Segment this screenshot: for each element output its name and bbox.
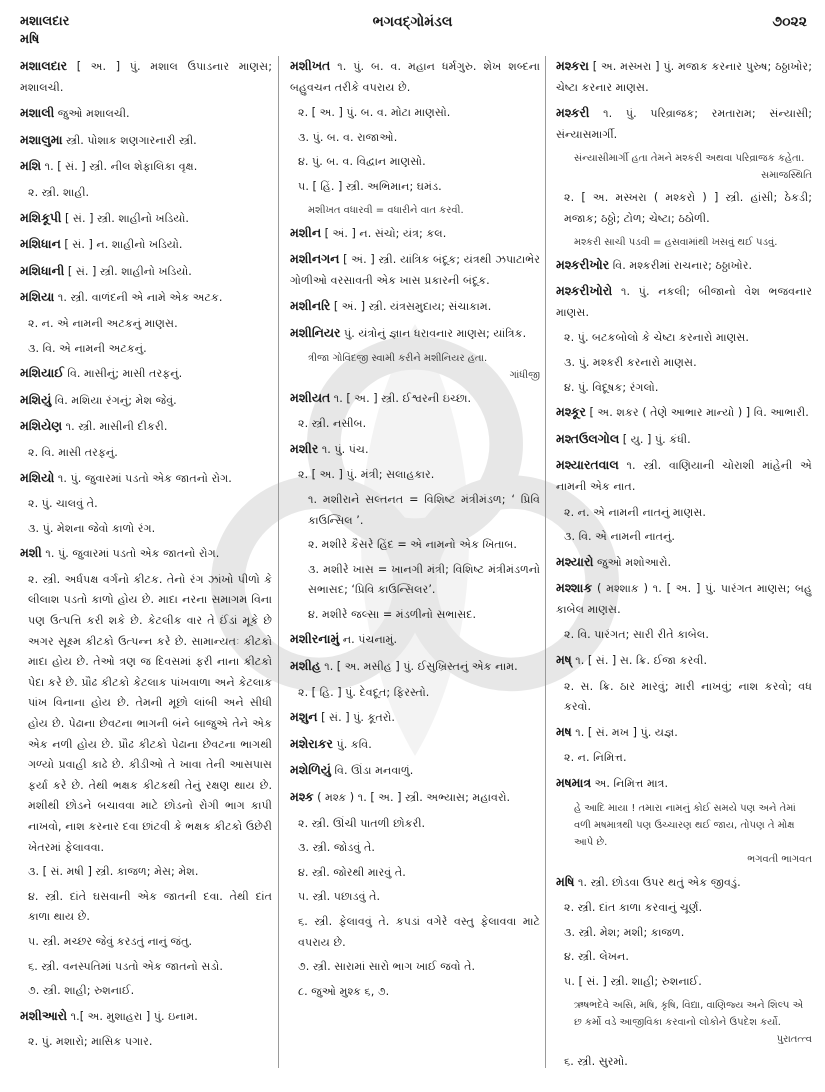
quote-text: મશ્કરી સાચી પડવી = હસવામાંથી ખસવું થઈ પડવું. (574, 236, 778, 248)
definition: જુઓ મશોઆરો. (593, 555, 672, 569)
sense-line: ૨. ન. એ નામની અટકનું માણસ. (28, 316, 178, 330)
definition: વિ. ઊંડા મનવાળું. (330, 764, 414, 778)
sense-line: ૭. સ્ત્રી. સારામાં સારો ભાગ ખાઈ જવો તે. (298, 960, 476, 974)
definition: પું. કવિ. (332, 737, 372, 751)
quote-source: પુરાતત્ત્વ (776, 1033, 812, 1045)
sense-line: ૩. વિ. એ નામની નાતનું. (564, 530, 675, 544)
definition: [ અ. ] પું. મશાલ ઉપાડનાર માણસ; મશાલચી. (20, 60, 272, 94)
definition: વિ. મશિયા રંગનું; મેશ જેવું. (51, 393, 177, 407)
sense-line: ૬. સ્ત્રી. વનસ્પતિમાં પડતો એક જાતનો સડો. (28, 959, 223, 973)
dictionary-entry (556, 872, 812, 1073)
headword: મશિયું (20, 391, 52, 407)
citation-quote (308, 350, 540, 384)
dictionary-entry (20, 1006, 272, 1053)
quote-text: ઋષભદેવે અસિ, મષિ, કૃષિ, વિદ્યા, વાણિજ્ય અને શિલ્પ એ છ કર્મો વડે આજીવિકા કરવાનો લોકોને ઉપદેશ કર્યો. (574, 999, 804, 1028)
quote-source: ગાંધીજી (509, 369, 540, 381)
definition: ૧. પું. પંચ. (318, 442, 369, 456)
definition: જુઓ મશાલચી. (54, 107, 130, 121)
definition: [ અં. ] સ્ત્રી. યાંત્રિક બંદૂક; યંત્રથી ઝપાટાભેર ગોળીઓ વરસાવતી એક ખાસ પ્રકારની બંદૂક. (290, 253, 540, 287)
headword: મશીનરિ (290, 298, 331, 314)
headword: મશીખત (290, 58, 331, 73)
sense-line: ૪. સ્ત્રી. જોરથી મારવું તે. (298, 865, 406, 879)
sense-line: ૨. [ અ. મસ્ખરા ( મશ્કરો ) ] સ્ત્રી. હાંસી; ઠેકડી; મજાક; ઠઠ્ઠો; ટોળ; ચેષ્ટા; ઠઠોળી. (564, 191, 812, 225)
page-number: ૭૦૨૨ (772, 14, 807, 30)
dictionary-entry (556, 578, 812, 646)
dictionary-entry (556, 402, 812, 424)
headword: મશીહ (290, 658, 321, 674)
sense-line: ૨. સ્ત્રી. દાંત કાળા કરવાનું ચૂર્ણ. (564, 901, 703, 915)
sense-line: ૫. સ્ત્રી. મચ્છર જેવું કરડતું નાનું જંતુ. (28, 934, 193, 948)
headword: મષિ (556, 873, 575, 889)
sense-line: ૫. [ હિં. ] સ્ત્રી. અભિમાન; ઘમંડ. (298, 179, 442, 193)
entry-line (290, 296, 540, 318)
headword: મષમાત્ર (556, 775, 592, 791)
headword: મશાલુમા (20, 131, 63, 147)
sense-line: ૬. સ્ત્રી. ફેલાવવું તે. કપડાં વગેરે વસ્તુ ફેલાવવા માટે વપરાય છે. (298, 915, 540, 949)
headword: મશિકૂપી (20, 209, 62, 225)
dictionary-title: ભગવદ્ગોમંડલ (372, 14, 453, 30)
sense-line: ૨. સ્ત્રી. ઊંચી પાતળી છોકરી. (298, 816, 426, 830)
sense-line: ૪. પું. વિદૂષક; રંગલો. (564, 380, 659, 394)
entry-line (556, 578, 812, 620)
entry-line (20, 287, 272, 309)
entry-line (290, 629, 540, 651)
sense-line: ૬. સ્ત્રી. સુરમો. (564, 1054, 628, 1068)
dictionary-entry (290, 249, 540, 291)
sense-line: ૨. પું. બટકબોલો કે ચેષ્ટા કરનારો માણસ. (564, 331, 749, 345)
headword: મશ્યારતવાલ (556, 457, 619, 473)
entry-line (556, 255, 812, 277)
citation-quote (574, 150, 812, 184)
column-separator (545, 56, 546, 1068)
dictionary-entry (290, 734, 540, 756)
headword: મશીર (290, 440, 319, 456)
headword: મશ્કરા (556, 58, 589, 73)
headword: મશ્કરી (556, 105, 590, 121)
headword: મષ (556, 723, 572, 739)
page-header (0, 8, 825, 52)
sense-line: ૨. સ્ત્રી. નસીબ. (298, 417, 367, 431)
column-3 (556, 56, 812, 1076)
definition: ૧. [ સં. મખ ] પું. યજ્ઞ. (571, 725, 678, 739)
dictionary-entry (20, 468, 272, 540)
definition: [ અ. મસ્ખરા ] પું. મજાક કરનાર પુરુષ; ઠઠ્ઠાખોર; ચેષ્ટા કરનાર માણસ. (556, 60, 812, 94)
headword: મશુન (290, 709, 318, 725)
definition: ન. પંચનામું. (339, 633, 398, 647)
column-separator (278, 56, 279, 1068)
entry-line (290, 56, 540, 98)
sense-line: ૩. પું. મેશના જેવો કાળો રંગ. (28, 521, 156, 535)
headword: મશેળિયું (290, 762, 331, 778)
dictionary-entry (556, 455, 812, 547)
dictionary-entry (290, 787, 540, 1002)
definition: ૧. સ્ત્રી. માસીની દીકરી. (62, 420, 168, 434)
headword: મશ્કરીખોર (556, 256, 610, 272)
sense-line: ૩. [ સં. મષી ] સ્ત્રી. કાજળ; મેસ; મેશ. (28, 865, 199, 879)
entry-line (290, 760, 540, 782)
entry-line (20, 543, 272, 565)
entry-line (290, 223, 540, 245)
entry-line (290, 787, 540, 809)
sub-sense-line: ૪. મશીરે જલ્સા = મંડળીનો સભાસદ. (308, 607, 477, 621)
definition: [ સં. ] પું. કૂતરો. (317, 711, 395, 725)
quote-source: ભગવતી ભાગવત (747, 853, 812, 865)
sense-line: ૩. પું. મશ્કરી કરનારો માણસ. (564, 355, 697, 369)
sense-line: ૩. સ્ત્રી. મેશ; મશી; કાજળ. (564, 925, 685, 939)
entry-line (20, 261, 272, 283)
headword: મશીરનામું (290, 631, 340, 647)
sense-line: ૨. સ્ત્રી. અર્ધપક્ષ વર્ગનો કીટક. તેનો રંગ ઝાંખો પીળો કે લીલાશ પડતો કાળો હોય છે. માદા નરના સમાગમ વિના પણ ઉત્પત્તિ કરી શકે છે. કેટલીક વાર તે ઈંડાં મૂકે છે અગર સૂક્ષ્મ કીટકો ઉત્પન્ન કરે છે. સામાન્યતઃ કીટકો માદા હોય છે. તેઓ ત્રણ જ દિવસમાં ફરી નાના કીટકો પેદા કરે છે. પ્રૌઢ કીટકો કેટલાક પાંખવાળા અને કેટલાક પાંખ વિનાના હોય છે. તેમની મૂછો લાંબી અને સીધી હોય છે. પેઢાના છેવટના ભાગની બંને બાજુએ તેને એક એક નળી હોય છે. પ્રૌઢ કીટકો પેઢાના છેવટના ભાગથી ગળ્યો પ્રવાહી કાઢે છે. કીડીઓ તે ખાવા તેની આસપાસ ફર્યા કરે છે. તેથી ભક્ષક કીટકથી તેનું રક્ષણ થાય છે. મશીથી છોડને બચાવવા માટે છોડનો રોગી ભાગ કાપી નાખવો, નાશ કરનાર દવા છાંટવી કે ભક્ષક કીટકો ઉછેરી ખેતરમાં ફેલાવવા. (28, 572, 272, 854)
definition: ૧. [ અ. ] સ્ત્રી. ઈશ્વરની ઇચ્છા. (330, 391, 472, 405)
definition: ૧. પું. પરિવ્રાજક; રમતારામ; સંન્યાસી; સંન્યાસમાર્ગી. (556, 107, 812, 141)
dictionary-entry (556, 103, 812, 250)
dictionary-entry (290, 388, 540, 435)
sub-sense-line: ૨. મશીરે કૈસરે હિંદ = એ નામનો એક ખિતાબ. (308, 538, 517, 552)
entry-line (556, 773, 812, 795)
entry-line (20, 390, 272, 412)
entry-line (20, 208, 272, 230)
sense-line: ૨. [ અ. ] પું. બ. વ. મોટા માણસો. (298, 106, 451, 120)
citation-quote (574, 997, 812, 1048)
guide-word-end: મષિ (20, 32, 40, 47)
guide-word-start: મશાલદાર (20, 14, 70, 29)
dictionary-entry (556, 429, 812, 451)
entry-line (556, 455, 812, 497)
sense-line: ૪. પું. બ. વ. વિદ્વાન માણસો. (298, 155, 426, 169)
sense-line: ૭. સ્ત્રી. શાહી; રુશનાઈ. (28, 984, 135, 998)
entry-line (290, 656, 540, 678)
sense-line: ૫. સ્ત્રી. પછાડવું તે. (298, 890, 381, 904)
column-1 (20, 56, 272, 1057)
definition: ( મશ્શાક઼ ) ૧. [ અ. ] પું. પારંગત માણસ; બહુ કાબેલ માણસ. (556, 582, 812, 616)
headword: મશિયો (20, 469, 55, 485)
definition: અ. નિમિત્ત માત્ર. (591, 777, 669, 791)
sub-sense-line: ૩. મશીરે ખાસ = ખાનગી મંત્રી; વિશિષ્ટ મંત્રીમંડળનો સભાસદ; ‘પ્રિવિ કાઉન્સિલર’. (308, 562, 540, 597)
citation-quote (574, 234, 812, 251)
dictionary-entry (556, 650, 812, 718)
headword: મશ્કૂર (556, 404, 586, 420)
headword: મશ્શાક (556, 580, 593, 596)
sense-line: ૨. [ અ. ] પું. મંત્રી; સલાહકાર. (298, 468, 435, 482)
entry-line (556, 429, 812, 451)
definition: વિ. માસીનું; માસી તરફનું. (63, 367, 183, 381)
entry-line (290, 707, 540, 729)
definition: ૧. સ્ત્રી. વાળંદની એ નામે એક અટક. (54, 291, 223, 305)
definition: ૧.[ અ. મુશાહરા ] પું. ઇનામ. (67, 1009, 198, 1023)
dictionary-entry (556, 255, 812, 277)
dictionary-entry (290, 707, 540, 729)
dictionary-entry (20, 543, 272, 1001)
entry-line (20, 56, 272, 98)
dictionary-entry (290, 760, 540, 782)
definition: [ સં. ] સ્ત્રી. શાહીનો ખડિયો. (64, 264, 192, 278)
entry-line (290, 249, 540, 291)
entry-line (556, 552, 812, 574)
dictionary-entry (290, 656, 540, 703)
entry-line (556, 872, 812, 894)
definition: ૧. પું. જુવારમાં પડતો એક જાતનો રોગ. (41, 547, 220, 561)
sense-line: ૪. સ્ત્રી. લેખન. (564, 950, 629, 964)
definition: [ અં. ] સ્ત્રી. યંત્રસમુદાય; સંચાકામ. (330, 300, 492, 314)
dictionary-entry (20, 130, 272, 152)
dictionary-entry (290, 439, 540, 626)
entry-line (556, 402, 812, 424)
headword: મશ્કરીખોરો (556, 283, 613, 299)
citation-quote (574, 800, 812, 868)
citation-quote (308, 202, 540, 219)
entry-line (20, 363, 272, 385)
headword: મશ્યારો (556, 553, 594, 569)
entry-line (556, 650, 812, 672)
entry-line (290, 439, 540, 461)
headword: મશીયત (290, 389, 331, 405)
definition: ૧. [ સં. ] સ. ક્રિ. ઈજા કરવી. (571, 654, 707, 668)
sense-line: ૨. વિ. માસી તરફનું. (28, 445, 118, 459)
definition: સ્ત્રી. પોશાક શણગારનારી સ્ત્રી. (62, 133, 197, 147)
definition: ૧. પું. બ. વ. મહાન ધર્મગુરુ. શેખ શબ્દના બહુવચન તરીકે વપરાય છે. (290, 60, 540, 94)
dictionary-entry (20, 103, 272, 125)
dictionary-entry (290, 323, 540, 384)
definition: [ અં. ] ન. સંચો; યંત્ર; કલ. (321, 226, 447, 240)
quote-text: હે આદિ માયા ! તમારા નામનું કોઈ સમયે પણ અને તેમાં વળી મષમાત્રથી પણ ઉચ્ચારણ થઈ જાય, તોપણ તે મોક્ષ આપે છે. (574, 802, 796, 848)
dictionary-entry (20, 416, 272, 463)
headword: મશીન (290, 224, 322, 240)
entry-line (20, 416, 272, 438)
sense-line: ૨. વિ. પારંગત; સારી રીતે કાબેલ. (564, 628, 709, 642)
definition: વિ. મશ્કરીમાં રાચનાર; ઠઠ્ઠાખોર. (609, 258, 753, 272)
quote-source: સમાજસ્થિતિ (761, 170, 812, 182)
headword: મશી (20, 545, 42, 561)
sense-line: ૪. સ્ત્રી. દાંતે ઘસવાની એક જાતની દવા. તેથી દાંત કાળા થાય છે. (28, 889, 272, 924)
entry-line (20, 130, 272, 152)
headword: મશીનિયર (290, 324, 341, 340)
sense-line: ૨. સ. ક્રિ. ઠાર મારવું; મારી નાખવું; નાશ કરવો; વધ કરવો. (564, 679, 812, 714)
dictionary-entry (20, 208, 272, 230)
dictionary-entry (556, 773, 812, 868)
entry-line (20, 234, 272, 256)
headword: મશિધાન (20, 236, 61, 252)
headword: મશ્ક (290, 789, 314, 805)
sense-line: ૨. પું. ચાલવું તે. (28, 497, 98, 511)
entry-line (290, 388, 540, 410)
headword: મશીઆરો (20, 1007, 68, 1023)
entry-line (20, 103, 272, 125)
sense-line: ૩. વિ. એ નામની અટકનું. (28, 341, 147, 355)
headword: મશ્તઉલગોલ (556, 430, 620, 446)
dictionary-entry (20, 363, 272, 385)
definition: ૧. સ્ત્રી. વાણિયાની ચોરાશી માંહેની એ નામની એક નાત. (556, 459, 812, 493)
column-2 (290, 56, 540, 1006)
definition: [ સં. ] સ્ત્રી. શાહીનો ખડિયો. (61, 211, 189, 225)
definition: ૧. [ સં. ] સ્ત્રી. નીલ શેફાલિકા વૃક્ષ. (41, 160, 198, 174)
dictionary-entry (20, 287, 272, 359)
headword: મશિયા (20, 289, 55, 305)
entry-line (556, 722, 812, 744)
definition: [ યુ. ] પું. કંધી. (619, 432, 691, 446)
sense-line: ૩. સ્ત્રી. જોડવું તે. (298, 841, 375, 855)
definition: ૧. [ અ. મસીહ ] પું. ઈસુખ્રિસ્તનું એક નામ. (320, 660, 518, 674)
sense-line: ૨. પું. મશારો; માસિક પગાર. (28, 1035, 153, 1049)
sense-line: ૨. ન. નિમિત્ત. (564, 751, 627, 765)
sense-line: ૨. સ્ત્રી. શાહી. (28, 185, 90, 199)
entry-line (556, 56, 812, 98)
headword: મશિધાની (20, 262, 65, 278)
definition: [ સં. ] ન. શાહીનો ખડિયો. (60, 238, 183, 252)
entry-line (556, 103, 812, 145)
headword: મશિ (20, 158, 42, 174)
entry-line (290, 323, 540, 345)
dictionary-entry (20, 156, 272, 203)
definition: ૧. સ્ત્રી. છોડવા ઉપર થતું એક જીવડું. (574, 875, 741, 889)
headword: મશાલદાર (20, 58, 68, 73)
definition: પું. યંત્રોનું જ્ઞાન ધરાવનાર માણસ; યાંત્રિક. (340, 326, 527, 340)
headword: મશેરાકર (290, 735, 333, 751)
dictionary-entry (556, 722, 812, 769)
headword: મષ્ (556, 652, 572, 668)
entry-line (290, 734, 540, 756)
sense-line: ૮. જુઓ મુશ્ક ૬, ૭. (298, 984, 390, 998)
entry-line (20, 1006, 272, 1028)
entry-line (20, 156, 272, 178)
quote-text: મશીખત વધારવી = વધારીને વાત કરવી. (308, 204, 464, 216)
sense-line: ૫. [ સં. ] સ્ત્રી. શાહી; રુશનાઈ. (564, 975, 702, 988)
definition: ૧. પું. નકલી; બીજાનો વેશ ભજવનાર માણસ. (556, 285, 812, 319)
sense-line: ૨. [ હિ. ] પું. દેવદૂત; ફિરસ્તો. (298, 685, 430, 699)
sub-sense-line: ૧. મશીરાને સલ્તનત = વિશિષ્ટ મંત્રીમંડળ; ‘ પ્રિવિ કાઉન્સિલ ’. (308, 492, 540, 527)
dictionary-entry (20, 56, 272, 98)
dictionary-entry (20, 234, 272, 256)
definition: ૧. પું. જુવારમાં પડતો એક જાતનો રોગ. (54, 471, 232, 485)
headword: મશાલી (20, 105, 55, 121)
dictionary-entry (290, 629, 540, 651)
quote-text: સંન્યાસીમાર્ગી હતા તેમને મશ્કરી અથવા પરિવ્રાજક કહેતા. (574, 153, 805, 165)
dictionary-entry (20, 390, 272, 412)
headword: મશીનગન (290, 251, 340, 267)
sense-line: ૨. ન. એ નામની નાતનું માણસ. (564, 505, 706, 519)
dictionary-entry (556, 552, 812, 574)
headword: મશિયાઈ (20, 365, 64, 381)
dictionary-entry (290, 296, 540, 318)
definition: [ અ. શકર ( તેણે આભાર માન્યો ) ] વિ. આભારી. (585, 406, 809, 420)
dictionary-entry (556, 56, 812, 98)
dictionary-entry (20, 261, 272, 283)
entry-line (556, 281, 812, 323)
dictionary-entry (556, 281, 812, 398)
quote-text: ત્રીજા ગોવિંદજી સ્વામી કરીને મશીનિયર હતા. (308, 352, 488, 364)
entry-line (20, 468, 272, 490)
sense-line: ૩. પું. બ. વ. રાજાઓ. (298, 130, 398, 144)
dictionary-entry (290, 223, 540, 245)
definition: ( મશ્ક઼ ) ૧. [ અ. ] સ્ત્રી. અભ્યાસ; મહાવરો. (313, 791, 511, 805)
headword: મશિયેણ (20, 418, 63, 434)
dictionary-entry (290, 56, 540, 219)
